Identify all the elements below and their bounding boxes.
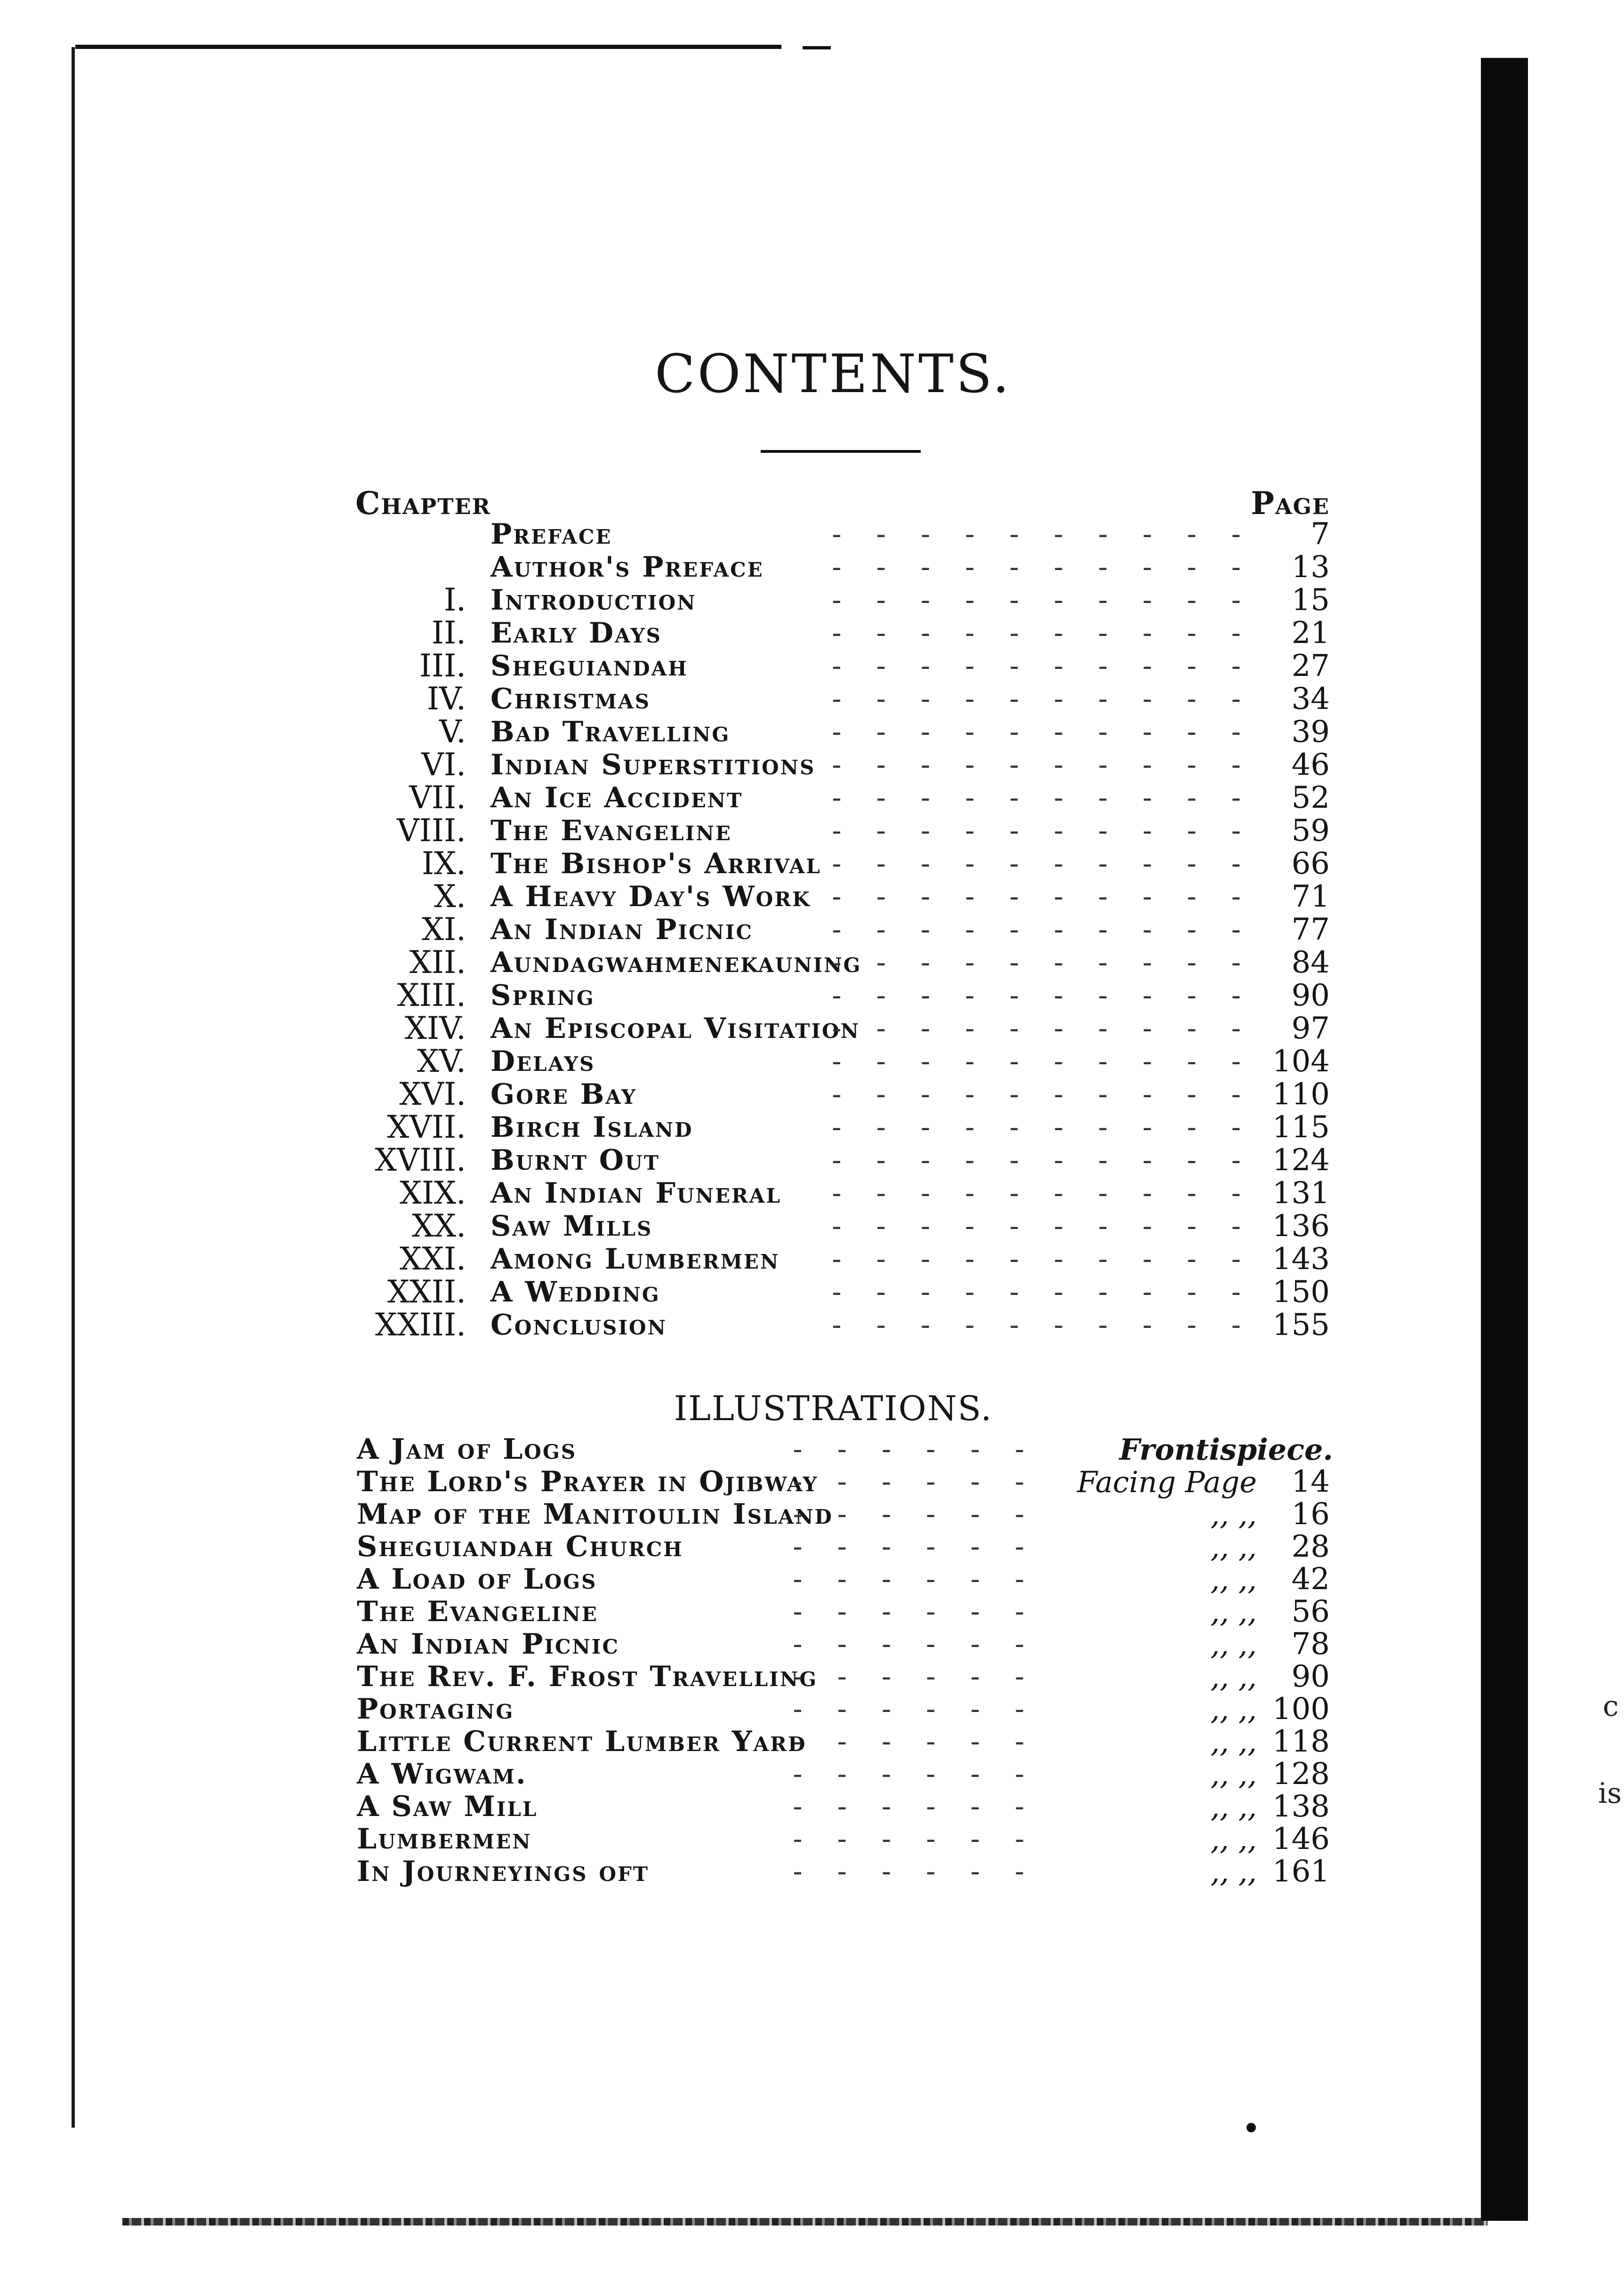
chapter-number: XXI. — [399, 1241, 466, 1277]
chapter-page-number: 143 — [1272, 1242, 1330, 1277]
page-title: CONTENTS. — [654, 344, 1012, 405]
chapter-number: XVI. — [399, 1076, 466, 1112]
contents-entry — [0, 650, 1624, 683]
contents-entry — [0, 551, 1624, 584]
chapter-number: XVIII. — [375, 1142, 466, 1178]
chapter-title: An Episcopal Visitation — [490, 1012, 860, 1045]
chapter-page-number: 21 — [1291, 616, 1330, 651]
contents-entry — [0, 584, 1624, 617]
chapter-number: XXIII. — [375, 1307, 466, 1343]
contents-entry — [0, 1012, 1624, 1045]
leader-dashes: ---------- — [832, 715, 1276, 748]
leader-dashes: ------ — [793, 1433, 1059, 1466]
leader-dashes: ------ — [793, 1466, 1059, 1498]
illustration-placement: ,, ,, — [1210, 1497, 1257, 1532]
leader-dashes: ---------- — [832, 1045, 1276, 1078]
chapter-title: Burnt Out — [490, 1144, 660, 1177]
leader-dashes: ---------- — [832, 913, 1276, 946]
illustration-page-number: 14 — [1291, 1464, 1330, 1499]
chapter-title: Introduction — [490, 584, 697, 617]
illustration-page-number: 138 — [1272, 1789, 1330, 1824]
contents-entry — [0, 748, 1624, 781]
chapter-title: Conclusion — [490, 1309, 667, 1342]
illustration-placement: ,, ,, — [1210, 1692, 1257, 1727]
chapter-page-number: 115 — [1272, 1110, 1330, 1145]
illustration-page-number: 28 — [1291, 1529, 1330, 1564]
contents-entry — [0, 814, 1624, 847]
illustration-page-number: 100 — [1272, 1692, 1330, 1727]
illustration-title: Map of the Manitoulin Island — [357, 1498, 833, 1531]
illustration-title: The Rev. F. Frost Travelling — [357, 1660, 818, 1693]
chapter-title: Saw Mills — [490, 1210, 653, 1243]
illustration-title: A Jam of Logs — [357, 1433, 577, 1466]
illustration-page-number: 16 — [1291, 1497, 1330, 1532]
contents-entry — [0, 1144, 1624, 1177]
chapter-number: VII. — [409, 779, 466, 816]
chapter-page-number: 7 — [1310, 517, 1330, 552]
illustration-title: A Load of Logs — [357, 1563, 597, 1596]
illustration-title: Sheguiandah Church — [357, 1530, 683, 1563]
illustration-entry — [0, 1628, 1624, 1661]
illustration-entry — [0, 1693, 1624, 1726]
chapter-title: Aundagwahmenekauning — [490, 946, 862, 979]
chapter-page-number: 136 — [1272, 1209, 1330, 1244]
illustration-placement: ,, ,, — [1210, 1595, 1257, 1629]
illustrations-title: ILLUSTRATIONS. — [674, 1389, 993, 1428]
scan-border-top-fragment — [803, 46, 831, 49]
chapter-page-number: 104 — [1272, 1044, 1330, 1079]
leader-dashes: ------ — [793, 1563, 1059, 1596]
illustration-placement: ,, ,, — [1210, 1855, 1257, 1889]
chapter-number: II. — [431, 615, 466, 651]
edge-text-fragment: c — [1603, 1690, 1619, 1723]
illustration-placement: ,, ,, — [1210, 1660, 1257, 1694]
chapter-page-number: 131 — [1272, 1176, 1330, 1211]
chapter-number: VIII. — [397, 812, 466, 849]
contents-entry — [0, 847, 1624, 880]
leader-dashes: ---------- — [832, 1111, 1276, 1144]
chapter-title: The Bishop's Arrival — [490, 847, 821, 880]
chapter-number: IX. — [421, 845, 466, 882]
leader-dashes: ---------- — [832, 1276, 1276, 1309]
chapter-page-number: 34 — [1291, 682, 1330, 716]
chapter-page-number: 97 — [1291, 1011, 1330, 1046]
scan-border-bottom — [122, 2218, 1487, 2226]
contents-entry — [0, 715, 1624, 748]
leader-dashes: ------ — [793, 1661, 1059, 1693]
illustration-title: The Lord's Prayer in Ojibway — [357, 1465, 819, 1498]
chapter-number: XXII. — [387, 1274, 466, 1310]
chapter-title: Author's Preface — [490, 551, 764, 584]
contents-entry — [0, 979, 1624, 1012]
illustration-entry — [0, 1498, 1624, 1531]
leader-dashes: ---------- — [832, 1144, 1276, 1177]
illustration-placement: ,, ,, — [1210, 1627, 1257, 1662]
contents-entry — [0, 946, 1624, 979]
chapter-title: Spring — [490, 979, 595, 1012]
illustration-entry — [0, 1726, 1624, 1758]
contents-entry — [0, 781, 1624, 814]
chapter-page-number: 59 — [1291, 813, 1330, 848]
chapter-title: The Evangeline — [490, 814, 732, 847]
leader-dashes: ---------- — [832, 1309, 1276, 1342]
chapter-number: XVII. — [387, 1109, 466, 1145]
ink-speck — [1246, 2123, 1256, 2132]
chapter-number: IV. — [426, 681, 466, 717]
chapter-page-number: 150 — [1272, 1275, 1330, 1310]
contents-entry — [0, 1210, 1624, 1243]
contents-entry — [0, 1243, 1624, 1276]
illustration-page-number: 42 — [1291, 1562, 1330, 1597]
illustration-title: An Indian Picnic — [357, 1628, 619, 1661]
chapter-number: XI. — [421, 911, 466, 948]
leader-dashes: ---------- — [832, 814, 1276, 847]
leader-dashes: ---------- — [832, 979, 1276, 1012]
chapter-page-number: 84 — [1291, 945, 1330, 980]
chapter-title: Delays — [490, 1045, 595, 1078]
illustration-placement: ,, ,, — [1210, 1562, 1257, 1597]
illustration-page-number: 118 — [1272, 1724, 1330, 1759]
illustration-placement: ,, ,, — [1210, 1757, 1257, 1792]
chapter-number: V. — [439, 714, 466, 750]
page-column-header: Page — [1251, 485, 1330, 522]
leader-dashes: ---------- — [832, 946, 1276, 979]
illustration-placement: ,, ,, — [1210, 1530, 1257, 1564]
leader-dashes: ------ — [793, 1791, 1059, 1823]
contents-entry — [0, 1276, 1624, 1309]
illustration-page-number: 128 — [1272, 1757, 1330, 1792]
illustration-title: Lumbermen — [357, 1823, 532, 1856]
chapter-number: XIX. — [399, 1175, 466, 1211]
illustration-placement: Facing Page — [1077, 1465, 1257, 1499]
chapter-number: III. — [419, 648, 466, 684]
chapter-title: Bad Travelling — [490, 715, 731, 748]
leader-dashes: ------ — [793, 1693, 1059, 1726]
leader-dashes: ------ — [793, 1726, 1059, 1758]
illustration-page-number: 146 — [1272, 1822, 1330, 1856]
leader-dashes: ---------- — [832, 617, 1276, 650]
chapter-title: A Wedding — [490, 1276, 660, 1309]
illustration-title: In Journeyings oft — [357, 1855, 650, 1888]
leader-dashes: ------ — [793, 1758, 1059, 1791]
chapter-title: Early Days — [490, 617, 662, 650]
chapter-page-number: 52 — [1291, 780, 1330, 815]
leader-dashes: ---------- — [832, 551, 1276, 584]
illustration-page-number: 161 — [1272, 1854, 1330, 1889]
chapter-title: Christmas — [490, 683, 651, 715]
contents-entry — [0, 913, 1624, 946]
illustration-placement: ,, ,, — [1210, 1822, 1257, 1856]
chapter-number: I. — [443, 582, 466, 618]
illustration-title: A Wigwam. — [357, 1758, 527, 1791]
contents-entry — [0, 1309, 1624, 1342]
chapter-title: Among Lumbermen — [490, 1243, 780, 1276]
chapter-page-number: 66 — [1291, 846, 1330, 881]
chapter-page-number: 71 — [1291, 879, 1330, 914]
contents-list — [0, 518, 1624, 1342]
contents-entry — [0, 617, 1624, 650]
illustration-title: Little Current Lumber Yard — [357, 1725, 807, 1758]
illustration-entry — [0, 1758, 1624, 1791]
leader-dashes: ---------- — [832, 748, 1276, 781]
chapter-number: VI. — [421, 747, 466, 783]
illustration-page-number: 78 — [1291, 1627, 1330, 1662]
chapter-number: XV. — [417, 1043, 466, 1079]
scan-border-top — [75, 45, 781, 49]
chapter-page-number: 15 — [1291, 583, 1330, 618]
leader-dashes: ---------- — [832, 1243, 1276, 1276]
chapter-number: XIV. — [404, 1010, 466, 1046]
contents-entry — [0, 518, 1624, 551]
leader-dashes: ---------- — [832, 683, 1276, 715]
chapter-title: Sheguiandah — [490, 650, 688, 683]
illustration-page-number: 56 — [1291, 1594, 1330, 1629]
contents-entry — [0, 1111, 1624, 1144]
chapter-title: An Indian Funeral — [490, 1177, 781, 1210]
leader-dashes: ---------- — [832, 781, 1276, 814]
leader-dashes: ------ — [793, 1498, 1059, 1531]
chapter-title: Indian Superstitions — [490, 748, 816, 781]
illustration-entry — [0, 1791, 1624, 1823]
leader-dashes: ---------- — [832, 1177, 1276, 1210]
contents-entry — [0, 880, 1624, 913]
leader-dashes: ------ — [793, 1823, 1059, 1856]
illustrations-list — [0, 1433, 1624, 1888]
chapter-column-header: Chapter — [355, 485, 491, 522]
illustration-placement: ,, ,, — [1210, 1790, 1257, 1824]
chapter-page-number: 27 — [1291, 649, 1330, 683]
chapter-title: Preface — [490, 518, 612, 551]
leader-dashes: ---------- — [832, 847, 1276, 880]
leader-dashes: ------ — [793, 1628, 1059, 1661]
leader-dashes: ------ — [793, 1856, 1059, 1888]
leader-dashes: ------ — [793, 1596, 1059, 1628]
chapter-page-number: 155 — [1272, 1308, 1330, 1342]
illustration-title: A Saw Mill — [357, 1790, 538, 1823]
illustration-entry — [0, 1596, 1624, 1628]
chapter-title: An Indian Picnic — [490, 913, 753, 946]
chapter-page-number: 124 — [1272, 1143, 1330, 1178]
illustration-placement: ,, ,, — [1210, 1725, 1257, 1759]
chapter-page-number: 13 — [1291, 550, 1330, 585]
chapter-page-number: 39 — [1291, 715, 1330, 749]
chapter-page-number: 110 — [1272, 1077, 1330, 1112]
contents-entry — [0, 1045, 1624, 1078]
chapter-number: XIII. — [397, 977, 466, 1013]
illustration-title: The Evangeline — [357, 1595, 598, 1628]
leader-dashes: ---------- — [832, 650, 1276, 683]
leader-dashes: ---------- — [832, 1078, 1276, 1111]
illustration-placement: Frontispiece. — [1119, 1432, 1333, 1467]
illustration-entry — [0, 1433, 1624, 1466]
chapter-title: Gore Bay — [490, 1078, 637, 1111]
title-rule — [761, 450, 921, 453]
illustration-entry — [0, 1531, 1624, 1563]
chapter-page-number: 90 — [1291, 978, 1330, 1013]
illustration-entry — [0, 1661, 1624, 1693]
leader-dashes: ------ — [793, 1531, 1059, 1563]
leader-dashes: ---------- — [832, 518, 1276, 551]
chapter-title: Birch Island — [490, 1111, 693, 1144]
illustration-entry — [0, 1563, 1624, 1596]
chapter-number: XX. — [412, 1208, 466, 1244]
leader-dashes: ---------- — [832, 880, 1276, 913]
leader-dashes: ---------- — [832, 1210, 1276, 1243]
leader-dashes: ---------- — [832, 584, 1276, 617]
leader-dashes: ---------- — [832, 1012, 1276, 1045]
illustration-entry — [0, 1856, 1624, 1888]
chapter-number: X. — [434, 878, 466, 915]
chapter-title: A Heavy Day's Work — [490, 880, 811, 913]
illustration-entry — [0, 1466, 1624, 1498]
contents-entry — [0, 1078, 1624, 1111]
chapter-title: An Ice Accident — [490, 781, 743, 814]
illustration-entry — [0, 1823, 1624, 1856]
chapter-number: XII. — [409, 944, 466, 980]
contents-entry — [0, 683, 1624, 715]
illustration-title: Portaging — [357, 1693, 515, 1726]
chapter-page-number: 77 — [1291, 912, 1330, 947]
contents-entry — [0, 1177, 1624, 1210]
edge-text-fragment: is — [1598, 1777, 1622, 1810]
illustration-page-number: 90 — [1291, 1659, 1330, 1694]
chapter-page-number: 46 — [1291, 747, 1330, 782]
